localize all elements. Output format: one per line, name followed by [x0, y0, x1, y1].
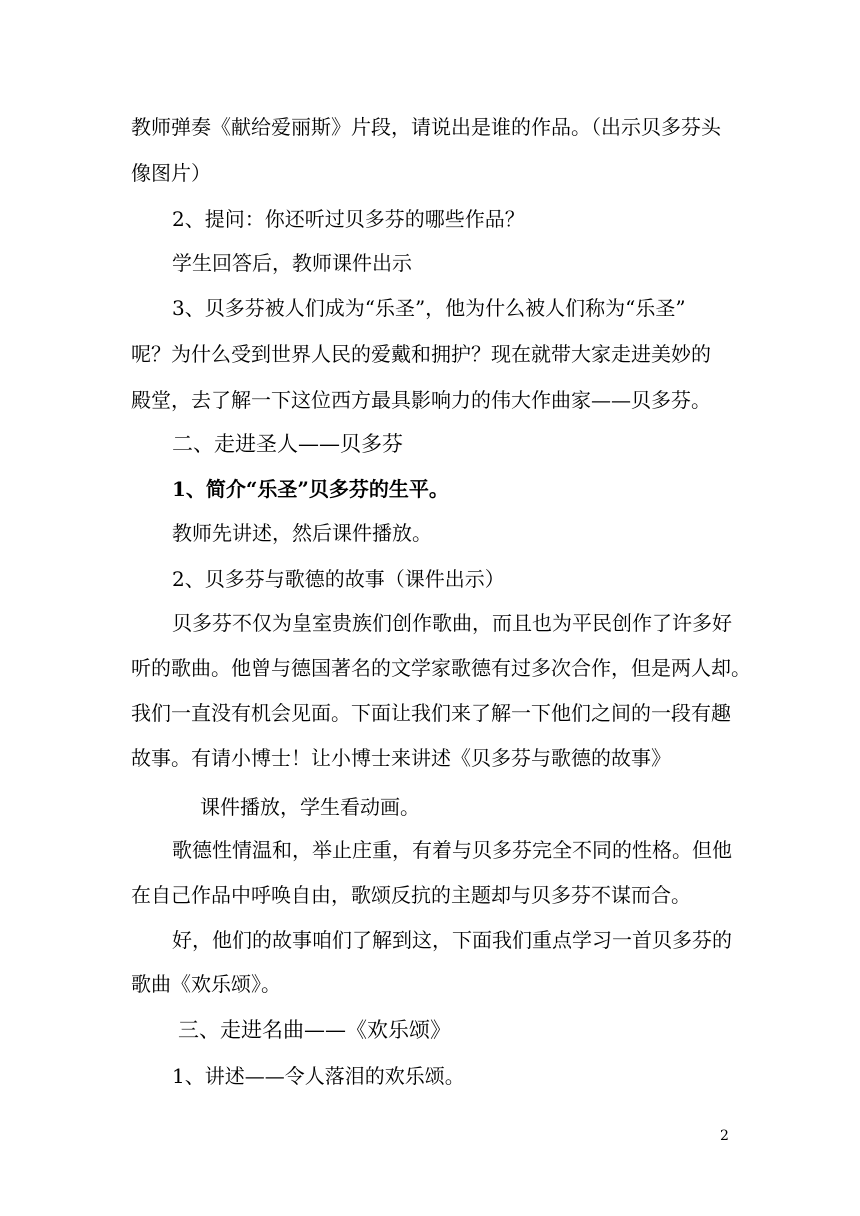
paragraph-line: 听的歌曲。他曾与德国著名的文学家歌德有过多次合作，但是两人却。: [131, 656, 751, 680]
paragraph-line: 我们一直没有机会见面。下面让我们来了解一下他们之间的一段有趣: [131, 701, 731, 725]
paragraph-line: 1、简介“乐圣”贝多芬的生平。: [172, 477, 449, 501]
section-heading: 三、走进名曲——《欢乐颂》: [178, 1018, 451, 1042]
paragraph-line: 呢？为什么受到世界人民的爱戴和拥护？现在就带大家走进美妙的: [131, 342, 711, 366]
paragraph-line: 歌曲《欢乐颂》。: [131, 972, 281, 996]
paragraph-line: 教师先讲述，然后课件播放。: [172, 521, 432, 545]
paragraph-line: 在自己作品中呼唤自由，歌颂反抗的主题却与贝多芬不谋而合。: [131, 883, 691, 907]
paragraph-line: 好，他们的故事咱们了解到这，下面我们重点学习一首贝多芬的: [172, 928, 732, 952]
paragraph-line: 殿堂，去了解一下这位西方最具影响力的伟大作曲家——贝多芬。: [131, 388, 711, 412]
paragraph-line: 故事。有请小博士！让小博士来讲述《贝多芬与歌德的故事》: [131, 746, 671, 770]
paragraph-line: 歌德性情温和，举止庄重，有着与贝多芬完全不同的性格。但他: [172, 838, 732, 862]
paragraph-line: 教师弹奏《献给爱丽斯》片段，请说出是谁的作品。（出示贝多芬头: [131, 115, 721, 139]
section-heading: 二、走进圣人——贝多芬: [172, 432, 403, 456]
paragraph-line: 2、提问：你还听过贝多芬的哪些作品？: [172, 207, 525, 231]
paragraph-line: 学生回答后，教师课件出示: [172, 251, 412, 275]
paragraph-line: 1、讲述——令人落泪的欢乐颂。: [172, 1064, 465, 1088]
paragraph-line: 2、贝多芬与歌德的故事（课件出示）: [172, 567, 505, 591]
page-number: 2: [720, 1128, 729, 1144]
paragraph-line: 3、贝多芬被人们成为“乐圣”，他为什么被人们称为“乐圣”: [172, 296, 686, 320]
paragraph-line: 像图片）: [131, 161, 211, 185]
paragraph-line: 贝多芬不仅为皇室贵族们创作歌曲，而且也为平民创作了许多好: [172, 611, 732, 635]
paragraph-line: 课件播放，学生看动画。: [200, 795, 420, 819]
